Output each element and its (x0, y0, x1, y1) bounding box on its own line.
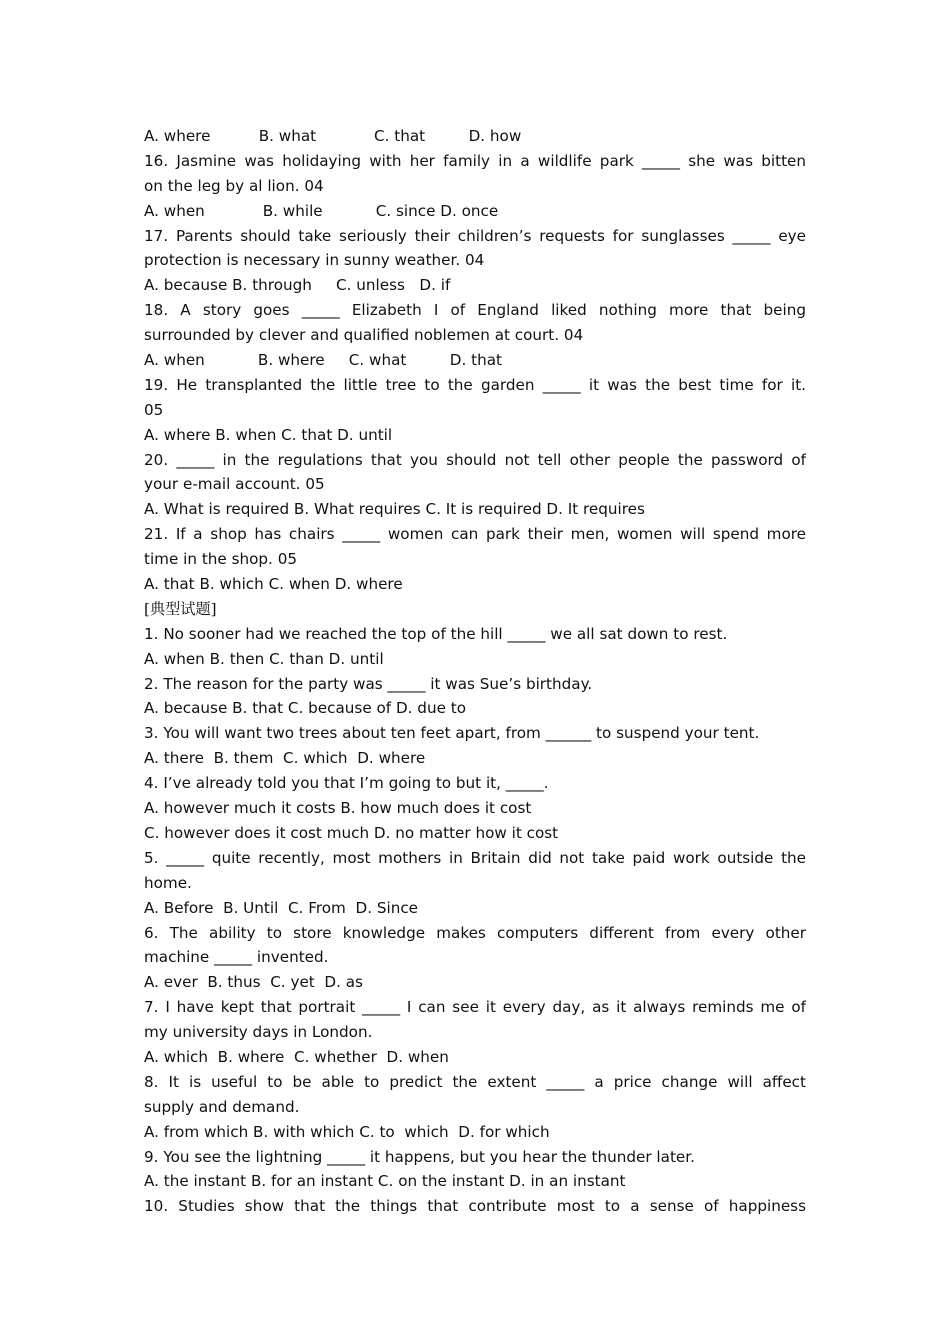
text-line: 9. You see the lightning _____ it happens, but you hear the thunder later. (144, 1147, 695, 1166)
text-line: A. from which B. with which C. to which D. for which (144, 1122, 550, 1141)
text-line: time in the shop. 05 (144, 550, 298, 569)
text-line: 2. The reason for the party was _____ it was Sue’s birthday. (144, 674, 593, 693)
text-line: 5. _____ quite recently, most mothers in Britain did not take paid work outside the (144, 848, 806, 867)
text-line: A. Before B. Until C. From D. Since (144, 898, 419, 917)
text-line: machine _____ invented. (144, 948, 329, 967)
text-line: my university days in London. (144, 1023, 373, 1042)
text-line: 1. No sooner had we reached the top of the hill _____ we all sat down to rest. (144, 624, 728, 643)
text-line: on the leg by al lion. 04 (144, 176, 324, 195)
text-line: 18. A story goes _____ Elizabeth I of England liked nothing more that being (144, 301, 806, 320)
text-line: 21. If a shop has chairs _____ women can park their men, women will spend more (144, 525, 806, 544)
text-line: 17. Parents should take seriously their children’s requests for sunglasses _____ eye (144, 226, 806, 245)
text-line: surrounded by clever and qualified noblemen at court. 04 (144, 326, 584, 345)
text-line: A. when B. while C. since D. once (144, 201, 499, 220)
text-line: your e-mail account. 05 (144, 475, 325, 494)
text-line: A. ever B. thus C. yet D. as (144, 973, 363, 992)
text-line: A. where B. when C. that D. until (144, 425, 393, 444)
text-line: A. because B. through C. unless D. if (144, 276, 451, 295)
text-line: 6. The ability to store knowledge makes computers different from every other (144, 923, 806, 942)
text-line: home. (144, 873, 192, 892)
text-line: 10. Studies show that the things that contribute most to a sense of happiness (144, 1197, 806, 1216)
text-line: A. there B. them C. which D. where (144, 749, 426, 768)
text-line: 8. It is useful to be able to predict the extent _____ a price change will affect (144, 1072, 806, 1091)
document-page (144, 124, 806, 1219)
text-line: A. What is required B. What requires C. It is required D. It requires (144, 500, 645, 519)
text-line: 16. Jasmine was holidaying with her family in a wildlife park _____ she was bitten (144, 151, 806, 170)
text-line: 05 (144, 400, 164, 419)
text-line: C. however does it cost much D. no matter how it cost (144, 823, 559, 842)
text-line: supply and demand. (144, 1097, 300, 1116)
text-line: [典型试题] (144, 599, 217, 618)
text-line: 3. You will want two trees about ten feet apart, from ______ to suspend your tent. (144, 724, 760, 743)
text-line: protection is necessary in sunny weather. 04 (144, 251, 485, 270)
text-line: A. when B. then C. than D. until (144, 649, 384, 668)
text-line: A. the instant B. for an instant C. on the instant D. in an instant (144, 1172, 626, 1191)
text-line: A. when B. where C. what D. that (144, 351, 502, 370)
text-line: 20. _____ in the regulations that you should not tell other people the password of (144, 450, 806, 469)
text-line: A. which B. where C. whether D. when (144, 1047, 449, 1066)
text-line: 4. I’ve already told you that I’m going to but it, _____. (144, 774, 549, 793)
text-line: A. because B. that C. because of D. due to (144, 699, 466, 718)
text-line: A. however much it costs B. how much does it cost (144, 799, 532, 818)
text-line: 7. I have kept that portrait _____ I can see it every day, as it always reminds me of (144, 998, 806, 1017)
text-line: A. that B. which C. when D. where (144, 575, 403, 594)
text-line: A. where B. what C. that D. how (144, 127, 522, 145)
text-line: 19. He transplanted the little tree to the garden _____ it was the best time for it. (144, 375, 806, 394)
